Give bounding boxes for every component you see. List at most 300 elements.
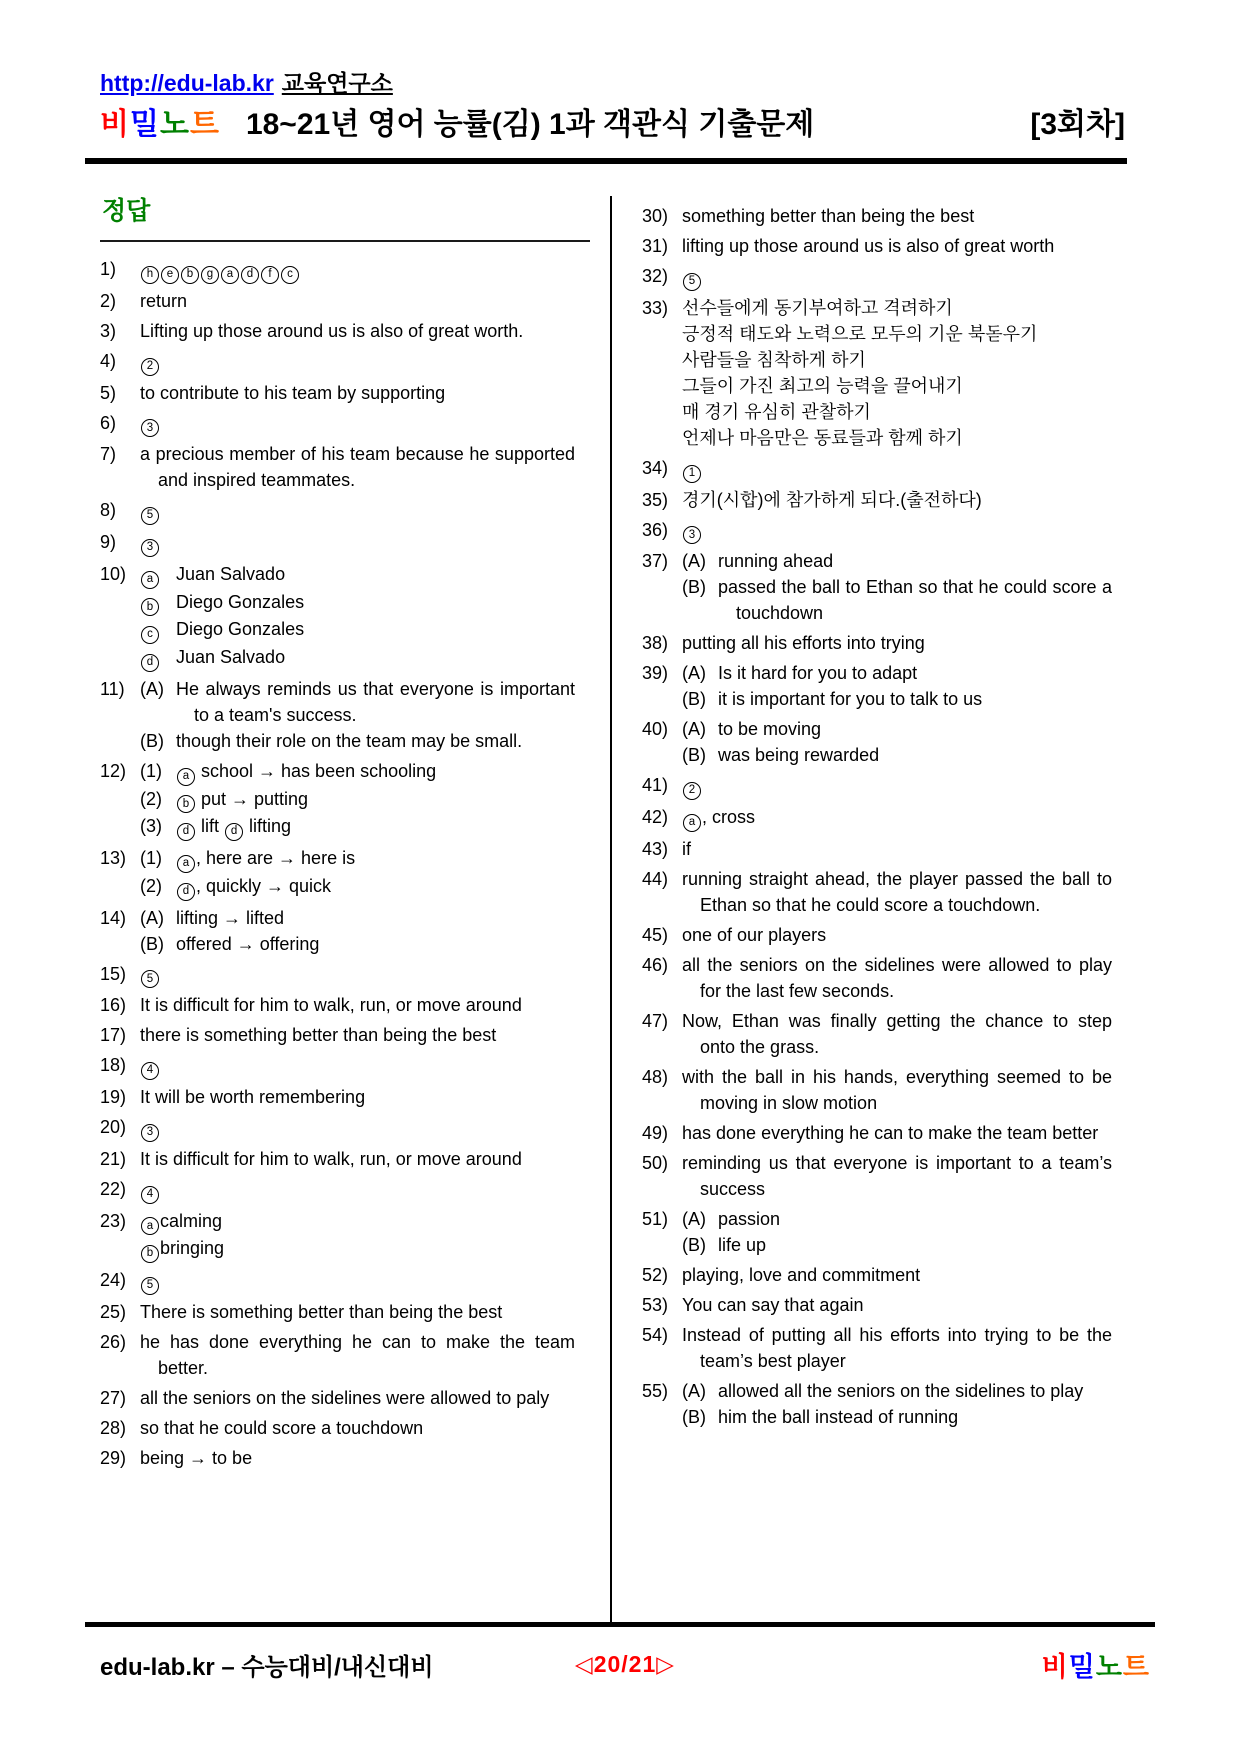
answer-text: Juan Salvado <box>176 563 286 584</box>
answer-item <box>100 1329 575 1381</box>
header-url-line <box>100 68 1127 98</box>
answer-number: 6) <box>100 412 117 433</box>
answer-text: a school → has been schooling <box>176 758 575 786</box>
brand-logo <box>100 106 220 144</box>
answer-number: 32) <box>642 266 669 286</box>
circled-char: a <box>221 266 239 284</box>
brand-logo-letter: 노 <box>159 108 190 141</box>
answer-content <box>682 716 1112 768</box>
answer-text: it is important for you to talk to us <box>718 689 983 710</box>
answer-text: one of our players <box>682 924 827 945</box>
answer-item <box>100 1445 575 1471</box>
answer-submarker: (A) <box>140 907 164 928</box>
footer-site-line <box>100 1647 434 1682</box>
answer-subline <box>682 742 1112 768</box>
answer-text: to contribute to his team by supporting <box>140 382 446 403</box>
answer-content <box>140 256 575 284</box>
answer-item <box>100 441 575 493</box>
round-label: [3회차] <box>1030 108 1125 141</box>
answer-text: if <box>682 838 691 859</box>
brand-logo-letter: 트 <box>1122 1652 1150 1682</box>
answer-item <box>642 455 1112 483</box>
answer-submarker: (B) <box>682 689 706 710</box>
answers-column-right <box>642 203 1112 1430</box>
circled-char: 3 <box>141 419 159 437</box>
answer-content <box>682 804 1112 832</box>
answer-item <box>642 263 1112 291</box>
answer-number: 3) <box>100 320 117 341</box>
answer-content <box>140 288 575 314</box>
answer-number: 22) <box>100 1178 127 1199</box>
answer-item <box>642 772 1112 800</box>
answer-number: 21) <box>100 1148 127 1169</box>
answer-item <box>642 487 1112 513</box>
answer-item <box>100 1146 575 1172</box>
answer-number: 45) <box>642 924 669 945</box>
answer-content <box>682 455 1112 483</box>
answer-content <box>140 497 575 525</box>
answers-column-left <box>100 256 575 1471</box>
answer-number: 44) <box>642 868 669 889</box>
answer-item <box>642 1206 1112 1258</box>
answer-item <box>100 288 575 314</box>
circled-char: 3 <box>141 1124 159 1142</box>
answer-item <box>100 1022 575 1048</box>
answer-text: something better than being the best <box>682 206 975 226</box>
answer-text: There is something better than being the best <box>140 1301 503 1322</box>
circled-char: a <box>141 571 159 589</box>
answer-content <box>682 772 1112 800</box>
answer-text: Now, Ethan was finally getting the chance to step onto the grass. <box>682 1010 1112 1057</box>
answer-text: offered → offering <box>176 933 320 954</box>
answer-text: playing, love and commitment <box>682 1264 921 1285</box>
answer-number: 36) <box>642 519 669 540</box>
answer-content <box>140 1445 575 1471</box>
answer-content <box>140 758 575 841</box>
answer-content <box>140 1084 575 1110</box>
column-divider <box>610 196 612 1622</box>
answer-submarker <box>140 561 176 589</box>
brand-logo-letter: 비 <box>100 108 130 141</box>
answer-content <box>682 1150 1112 1202</box>
answer-text <box>140 348 575 376</box>
answer-content <box>682 836 1112 862</box>
answer-subline <box>140 616 575 644</box>
circled-char: 5 <box>141 1277 159 1295</box>
answer-content <box>140 1415 575 1441</box>
answer-subline <box>682 574 1112 626</box>
answer-content <box>140 1146 575 1172</box>
answer-number: 43) <box>642 838 669 859</box>
answer-submarker: (B) <box>140 730 164 751</box>
answer-item <box>100 256 575 284</box>
circled-char: b <box>141 598 159 616</box>
answer-text: passion <box>718 1208 781 1229</box>
answer-text <box>140 1267 575 1295</box>
circled-char: 4 <box>141 1186 159 1204</box>
brand-logo-letter: 트 <box>189 108 220 141</box>
answer-number: 16) <box>100 995 127 1016</box>
answer-content <box>140 1114 575 1142</box>
answer-text: 매 경기 유심히 관찰하기 <box>682 401 871 422</box>
answer-submarker: (B) <box>682 745 706 766</box>
circled-char: d <box>177 823 195 841</box>
answer-text <box>682 517 1112 545</box>
answer-text: It will be worth remembering <box>140 1087 366 1107</box>
answer-number: 13) <box>100 848 127 868</box>
answer-item <box>642 922 1112 948</box>
brand-logo-letter: 밀 <box>1068 1652 1096 1682</box>
circled-char: d <box>177 883 195 901</box>
answer-text: He always reminds us that everyone is important to a team's success. <box>176 678 575 725</box>
answer-content <box>140 1052 575 1080</box>
answer-content <box>682 487 1112 513</box>
answer-text: lifting up those around us is also of great worth <box>682 236 1055 256</box>
answer-subline <box>140 845 575 873</box>
answer-subline <box>140 561 575 589</box>
answer-content <box>682 263 1112 291</box>
answer-content <box>140 992 575 1018</box>
section-title-answers: 정답 <box>100 188 590 242</box>
answer-item <box>100 758 575 841</box>
answer-text: reminding us that everyone is important to a team’s success <box>682 1152 1112 1199</box>
answer-text <box>682 263 1112 291</box>
answer-item <box>100 845 575 901</box>
answer-text: b bringing <box>140 1235 575 1263</box>
answer-item <box>642 1378 1112 1430</box>
circled-char: h <box>141 266 159 284</box>
answer-subline <box>682 1378 1112 1404</box>
answer-text: d , quickly → quick <box>176 873 575 901</box>
answer-content <box>140 441 575 493</box>
answer-item <box>642 660 1112 712</box>
answer-content <box>682 1120 1112 1146</box>
answer-text: there is something better than being the best <box>140 1025 497 1046</box>
site-link[interactable]: http://edu-lab.kr <box>100 70 274 96</box>
answer-item <box>642 1292 1112 1318</box>
footer-separator: – <box>221 1654 235 1681</box>
answer-item <box>100 318 575 344</box>
answer-text: Lifting up those around us is also of great worth. <box>140 320 524 341</box>
answer-text: passed the ball to Ethan so that he could score a touchdown <box>718 577 1112 624</box>
answer-item <box>642 804 1112 832</box>
answer-submarker: (B) <box>140 933 164 954</box>
answer-number: 33) <box>642 297 669 318</box>
answer-item <box>642 1322 1112 1374</box>
answer-content <box>140 1022 575 1048</box>
answer-submarker: (2) <box>140 875 162 896</box>
answer-number: 55) <box>642 1380 669 1401</box>
answer-content <box>682 1378 1112 1430</box>
answer-number: 2) <box>100 290 117 311</box>
answer-item <box>642 548 1112 626</box>
circled-char: 5 <box>141 970 159 988</box>
answer-item <box>100 529 575 557</box>
brand-logo-letter: 밀 <box>129 108 160 141</box>
answer-content <box>140 380 575 406</box>
answer-text: running straight ahead, the player passed the ball to Ethan so that he could score a touchdown. <box>682 868 1112 915</box>
answer-submarker: (A) <box>682 1380 706 1401</box>
answer-number: 29) <box>100 1447 127 1468</box>
circled-char: 2 <box>141 358 159 376</box>
answer-content <box>140 1299 575 1325</box>
answer-text: 언제나 마음만은 동료들과 함께 하기 <box>682 427 963 448</box>
answer-text: 긍정적 태도와 노력으로 모두의 기운 북돋우기 <box>682 323 1038 344</box>
answer-content <box>682 203 1112 229</box>
answer-text: Diego Gonzales <box>176 619 305 640</box>
answer-item <box>100 1415 575 1441</box>
answer-submarker: (A) <box>682 719 706 740</box>
answer-text <box>140 256 575 284</box>
answer-item <box>100 1084 575 1110</box>
answer-text <box>140 1052 575 1080</box>
answer-submarker: (B) <box>682 577 706 598</box>
answer-submarker: (A) <box>682 663 706 684</box>
answer-number: 46) <box>642 954 669 975</box>
answer-number: 1) <box>100 259 117 279</box>
answer-number: 48) <box>642 1066 669 1087</box>
answer-content <box>682 866 1112 918</box>
answer-content <box>682 922 1112 948</box>
answer-text: him the ball instead of running <box>718 1406 959 1427</box>
answer-text: Diego Gonzales <box>176 591 305 612</box>
answer-submarker: (B) <box>682 1406 706 1427</box>
answer-subline <box>140 676 575 728</box>
circled-char: 5 <box>683 273 701 291</box>
answer-submarker: (A) <box>682 1208 706 1229</box>
answer-number: 8) <box>100 500 117 521</box>
circled-char: b <box>141 1245 159 1263</box>
answer-item <box>100 1208 575 1264</box>
answer-text <box>140 961 575 989</box>
answer-item <box>642 716 1112 768</box>
answer-text: 경기(시합)에 참가하게 되다.(출전하다) <box>682 489 982 510</box>
answer-number: 54) <box>642 1324 669 1345</box>
answer-number: 24) <box>100 1270 127 1290</box>
answer-item <box>642 233 1112 259</box>
answer-submarker: (A) <box>140 678 164 699</box>
answer-text: so that he could score a touchdown <box>140 1417 424 1438</box>
answers-section-right <box>642 203 1112 1434</box>
answer-text: d lift d lifting <box>176 813 575 841</box>
circled-char: 2 <box>683 782 701 800</box>
answer-number: 17) <box>100 1025 127 1046</box>
answer-number: 27) <box>100 1387 127 1408</box>
answer-number: 20) <box>100 1117 127 1137</box>
answer-content <box>140 1385 575 1411</box>
answer-content <box>140 561 575 672</box>
answer-subline <box>682 1232 1112 1258</box>
answer-text: he has done everything he can to make the team better. <box>140 1331 575 1378</box>
answer-number: 52) <box>642 1264 669 1285</box>
answer-content <box>140 676 575 754</box>
answer-text: It is difficult for him to walk, run, or move around <box>140 995 522 1016</box>
answer-text: 선수들에게 동기부여하고 격려하기 <box>682 297 953 318</box>
circled-char: d <box>141 654 159 672</box>
answer-item <box>100 1299 575 1325</box>
answer-content <box>140 845 575 901</box>
answer-text: lifting → lifted <box>176 907 285 928</box>
answer-number: 40) <box>642 719 669 740</box>
answer-submarker: (3) <box>140 816 162 837</box>
answer-number: 53) <box>642 1294 669 1315</box>
circled-char: a <box>141 1217 159 1235</box>
answer-number: 11) <box>100 678 125 699</box>
answer-number: 25) <box>100 1301 127 1322</box>
answer-content <box>140 905 575 957</box>
answer-number: 4) <box>100 350 117 371</box>
answer-number: 9) <box>100 532 117 552</box>
answer-content <box>682 548 1112 626</box>
answer-subline <box>682 716 1112 742</box>
answer-submarker: (2) <box>140 788 162 809</box>
answer-item <box>642 630 1112 656</box>
brand-logo-footer <box>1042 1645 1150 1684</box>
answer-content <box>682 1292 1112 1318</box>
answer-text: Juan Salvado <box>176 647 286 667</box>
answer-item <box>100 1267 575 1295</box>
answers-section-left <box>100 188 575 1475</box>
answer-text: It is difficult for him to walk, run, or move around <box>140 1148 522 1169</box>
answer-number: 5) <box>100 382 117 403</box>
answer-item <box>100 380 575 406</box>
doc-title: 18~21년 영어 능률(김) 1과 객관식 기출문제 <box>245 108 815 141</box>
answer-content <box>682 1206 1112 1258</box>
answer-text: You can say that again <box>682 1294 864 1315</box>
answer-text: a , cross <box>682 804 1112 832</box>
answer-item <box>100 1385 575 1411</box>
circled-char: a <box>683 814 701 832</box>
answer-content <box>140 529 575 557</box>
circled-char: 4 <box>141 1062 159 1080</box>
answer-content <box>140 348 575 376</box>
answer-number: 50) <box>642 1152 669 1173</box>
answer-item <box>100 497 575 525</box>
answer-subline <box>140 728 575 754</box>
circled-char: d <box>225 823 243 841</box>
answer-number: 15) <box>100 963 127 984</box>
answer-item <box>100 348 575 376</box>
answer-item <box>642 1150 1112 1202</box>
answer-subline <box>682 660 1112 686</box>
answer-number: 37) <box>642 551 669 572</box>
answer-number: 34) <box>642 457 669 478</box>
circled-char: 3 <box>683 526 701 544</box>
answer-subline <box>140 758 575 786</box>
circled-char: a <box>177 768 195 786</box>
footer-tagline: 수능대비/내신대비 <box>241 1654 434 1681</box>
answer-submarker: (1) <box>140 760 162 781</box>
answer-item <box>100 905 575 957</box>
answer-text: allowed all the seniors on the sidelines to play <box>718 1380 1084 1401</box>
circled-char: e <box>161 266 179 284</box>
circled-char: 5 <box>141 507 159 525</box>
answer-item <box>642 866 1112 918</box>
answer-content <box>140 1176 575 1204</box>
answer-text: life up <box>718 1234 767 1255</box>
answer-content <box>140 961 575 989</box>
answer-number: 26) <box>100 1331 127 1352</box>
answer-number: 30) <box>642 206 669 226</box>
answer-number: 28) <box>100 1417 127 1438</box>
answer-subline <box>140 931 575 957</box>
answer-number: 18) <box>100 1055 127 1076</box>
answer-content <box>682 630 1112 656</box>
answer-subline <box>140 905 575 931</box>
answer-text <box>682 772 1112 800</box>
answer-text: all the seniors on the sidelines were allowed to play for the last few seconds. <box>682 954 1112 1001</box>
answer-subline <box>682 1206 1112 1232</box>
answer-number: 31) <box>642 236 669 256</box>
answer-item <box>100 410 575 438</box>
answer-text <box>140 529 575 557</box>
answer-subline <box>140 813 575 841</box>
answer-item <box>100 676 575 754</box>
brand-logo-letter: 비 <box>1041 1652 1069 1682</box>
answer-content <box>682 1262 1112 1288</box>
answer-text: putting all his efforts into trying <box>682 633 925 654</box>
answer-number: 47) <box>642 1010 669 1031</box>
answer-number: 41) <box>642 775 669 796</box>
answer-subline <box>140 786 575 814</box>
answer-text <box>140 1114 575 1142</box>
circled-char: g <box>201 266 219 284</box>
circled-char: 3 <box>141 539 159 557</box>
answer-item <box>642 517 1112 545</box>
answer-content <box>682 233 1112 259</box>
answer-text: b put → putting <box>176 786 575 814</box>
answer-subline <box>140 873 575 901</box>
answer-text: running ahead <box>718 551 834 572</box>
page-prev-icon: ◁ <box>575 1651 594 1677</box>
answer-content <box>682 517 1112 545</box>
answer-submarker: (1) <box>140 848 162 868</box>
answer-item <box>642 952 1112 1004</box>
answer-number: 14) <box>100 907 127 928</box>
circled-char: d <box>241 266 259 284</box>
answer-item <box>642 1008 1112 1060</box>
circled-char: a <box>177 855 195 873</box>
answer-number: 7) <box>100 444 117 465</box>
circled-char: f <box>261 266 279 284</box>
answer-item <box>100 1176 575 1204</box>
answer-text: being → to be <box>140 1447 253 1468</box>
answer-content <box>140 1267 575 1295</box>
answer-text: a calming <box>140 1208 575 1236</box>
footer-site: edu-lab.kr <box>100 1654 215 1681</box>
answer-item <box>642 1262 1112 1288</box>
header-title-line <box>100 106 1127 144</box>
answer-text: has done everything he can to make the team better <box>682 1122 1099 1143</box>
answer-content <box>682 1322 1112 1374</box>
answer-number: 42) <box>642 807 669 827</box>
circled-char: b <box>181 266 199 284</box>
answer-text: a , here are → here is <box>176 845 575 873</box>
answer-text: 그들이 가진 최고의 능력을 끌어내기 <box>682 375 963 396</box>
answer-subline <box>140 589 575 617</box>
answer-content <box>140 318 575 344</box>
answer-content <box>682 952 1112 1004</box>
answer-submarker <box>140 589 176 617</box>
answer-item <box>642 1120 1112 1146</box>
answer-text <box>682 455 1112 483</box>
answer-text: a precious member of his team because he supported and inspired teammates. <box>140 444 575 491</box>
answer-item <box>642 295 1112 451</box>
answer-number: 23) <box>100 1210 127 1231</box>
answer-text: was being rewarded <box>718 745 880 766</box>
page-indicator-group <box>575 1651 675 1678</box>
answer-text <box>140 1176 575 1204</box>
